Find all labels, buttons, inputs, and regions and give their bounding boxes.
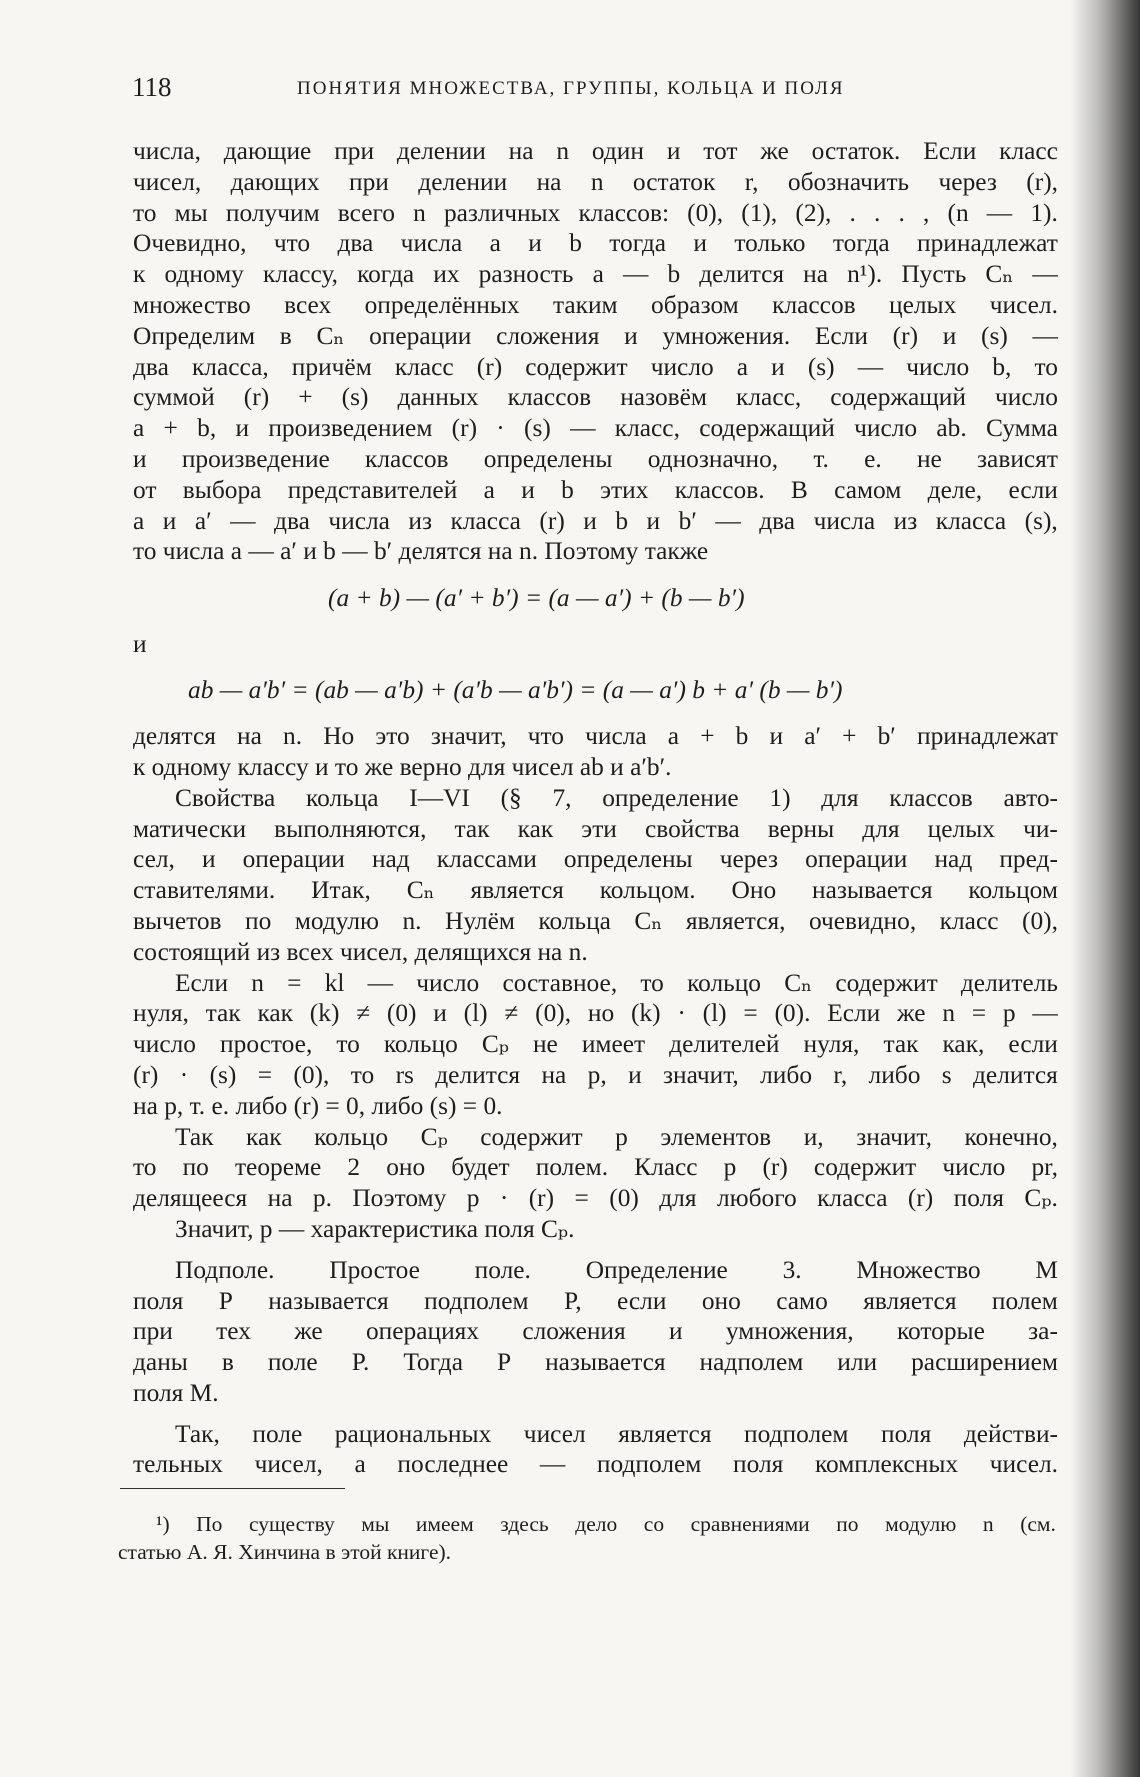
paragraph-3 bbox=[133, 783, 1058, 968]
text-line: делятся на n. Но это значит, что числа a + b и a′ + b′ принадлежат bbox=[133, 722, 1058, 751]
conjunction: и bbox=[133, 630, 147, 659]
running-title: ПОНЯТИЯ МНОЖЕСТВА, ГРУППЫ, КОЛЬЦА И ПОЛЯ bbox=[297, 78, 845, 99]
text-line: a + b, и произведением (r) · (s) — класс, содержащий число ab. Сумма bbox=[133, 414, 1058, 443]
text-line: поля M. bbox=[133, 1378, 219, 1407]
text-line: два класса, причём класс (r) содержит число a и (s) — число b, то bbox=[133, 352, 1058, 381]
paragraph-7 bbox=[133, 1419, 1058, 1481]
text-line: число простое, то кольцо Cₚ не имеет делителей нуля, так как, если bbox=[133, 1030, 1058, 1059]
text-line: то числа a — a′ и b — b′ делятся на n. Поэтому также bbox=[133, 537, 709, 566]
footnote-line: ¹) По существу мы имеем здесь дело со сравнениями по модулю n (см. bbox=[156, 1512, 1056, 1536]
page-number: 118 bbox=[132, 72, 172, 102]
paragraph-6 bbox=[133, 1255, 1058, 1409]
page-header bbox=[132, 72, 1062, 112]
text-line: Очевидно, что два числа a и b тогда и только тогда принадлежат bbox=[133, 229, 1058, 258]
footnote-rule bbox=[120, 1488, 345, 1489]
text-line: Подполе. Простое поле. Определение 3. Множество M bbox=[175, 1255, 1058, 1284]
text-line: ставителями. Итак, Cₙ является кольцом. Оно называется кольцом bbox=[133, 876, 1058, 905]
text-line: Значит, p — характеристика поля Cₚ. bbox=[175, 1214, 575, 1243]
text-line: делящееся на p. Поэтому p · (r) = (0) для любого класса (r) поля Cₚ. bbox=[133, 1184, 1058, 1213]
text-line: Если n = kl — число составное, то кольцо Cₙ содержит делитель bbox=[175, 968, 1058, 997]
text-line: множество всех определённых таким образом классов целых чисел. bbox=[133, 290, 1058, 319]
text-line: Так как кольцо Cₚ содержит p элементов и, значит, конечно, bbox=[175, 1122, 1058, 1151]
text-line: чисел, дающих при делении на n остаток r, обозначить через (r), bbox=[133, 167, 1058, 196]
text-line: при тех же операциях сложения и умножения, которые за- bbox=[133, 1317, 1058, 1346]
text-line: даны в поле P. Тогда P называется надполем или расширением bbox=[133, 1348, 1058, 1377]
text-line: сел, и операции над классами определены через операции над пред- bbox=[133, 845, 1058, 874]
text-line: состоящий из всех чисел, делящихся на n. bbox=[133, 937, 588, 966]
text-line: a и a′ — два числа из класса (r) и b и b′ — два числа из класса (s), bbox=[133, 506, 1058, 535]
text-line: и произведение классов определены однозначно, т. е. не зависят bbox=[133, 444, 1058, 473]
text-line: от выбора представителей a и b этих классов. В самом деле, если bbox=[133, 475, 1058, 504]
formula-1-text: (a + b) — (a′ + b′) = (a — a′) + (b — b′) bbox=[328, 584, 745, 613]
footnote-line: статью А. Я. Хинчина в этой книге). bbox=[118, 1540, 452, 1564]
text-line: нуля, так как (k) ≠ (0) и (l) ≠ (0), но (k) · (l) = (0). Если же n = p — bbox=[133, 999, 1058, 1028]
text-line: то по теореме 2 оно будет полем. Класс p (r) содержит число pr, bbox=[133, 1153, 1058, 1182]
formula-1 bbox=[133, 567, 1058, 629]
footnote bbox=[118, 1510, 1056, 1566]
text-line: числа, дающие при делении на n один и тот же остаток. Если класс bbox=[133, 137, 1058, 165]
formula-2 bbox=[133, 659, 1058, 721]
text-line: к одному классу, когда их разность a — b делится на n¹). Пусть Cₙ — bbox=[133, 260, 1058, 289]
formula-2-text: ab — a′b′ = (ab — a′b) + (a′b — a′b′) = (a — a′) b + a′ (b — b′) bbox=[188, 676, 843, 705]
text-line: на p, т. е. либо (r) = 0, либо (s) = 0. bbox=[133, 1091, 503, 1120]
text-line: то мы получим всего n различных классов: (0), (1), (2), . . . , (n — 1). bbox=[133, 198, 1058, 227]
text-line: к одному классу и то же верно для чисел ab и a′b′. bbox=[133, 752, 672, 781]
paragraph-1 bbox=[133, 136, 1058, 567]
page-spine-shadow bbox=[1070, 0, 1140, 1777]
text-line: (r) · (s) = (0), то rs делится на p, и значит, либо r, либо s делится bbox=[133, 1060, 1058, 1089]
paragraph-2 bbox=[133, 721, 1058, 783]
text-line: поля P называется подполем P, если оно само является полем bbox=[133, 1286, 1058, 1315]
main-text bbox=[133, 136, 1058, 1480]
text-line: Свойства кольца I—VI (§ 7, определение 1) для классов авто- bbox=[175, 783, 1058, 812]
text-line: тельных чисел, а последнее — подполем поля комплексных чисел. bbox=[133, 1450, 1058, 1479]
text-line: Определим в Cₙ операции сложения и умножения. Если (r) и (s) — bbox=[133, 321, 1058, 350]
paragraph-5 bbox=[133, 1122, 1058, 1245]
paragraph-4 bbox=[133, 968, 1058, 1122]
text-line: Так, поле рациональных чисел является подполем поля действи- bbox=[175, 1419, 1058, 1448]
text-line: вычетов по модулю n. Нулём кольца Cₙ является, очевидно, класс (0), bbox=[133, 906, 1058, 935]
text-line: суммой (r) + (s) данных классов назовём класс, содержащий число bbox=[133, 383, 1058, 412]
text-line: матически выполняются, так как эти свойства верны для целых чи- bbox=[133, 814, 1058, 843]
